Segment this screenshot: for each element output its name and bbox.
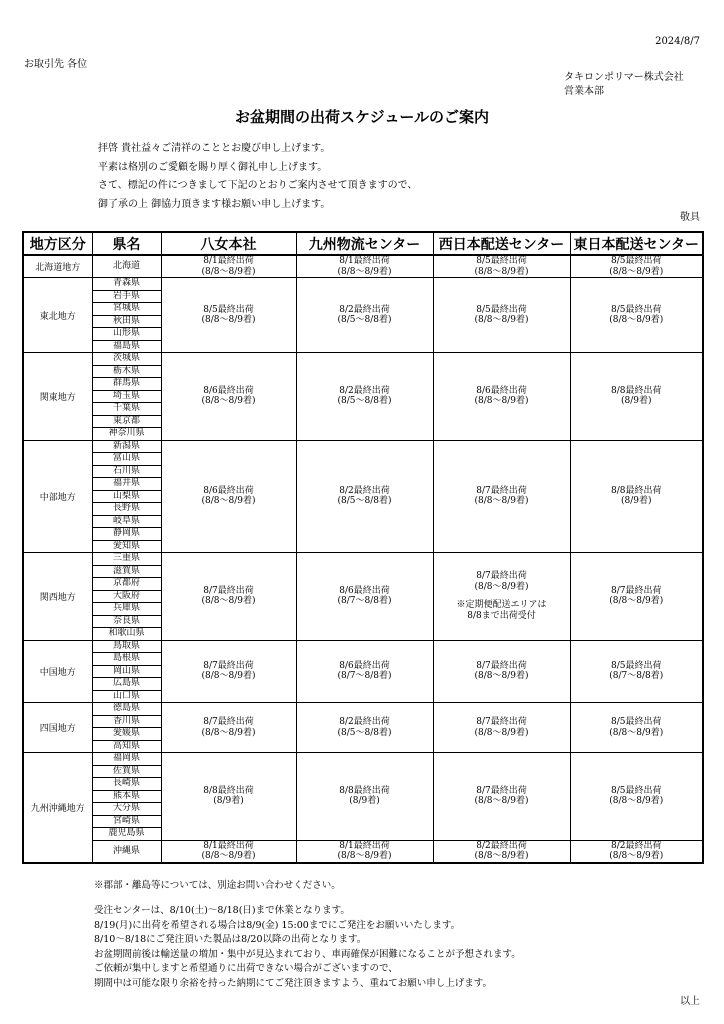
header-west: 西日本配送センター xyxy=(433,232,570,255)
schedule-line: 8/8最終出荷 xyxy=(203,785,254,796)
schedule-line: (8/5～8/8着) xyxy=(337,396,392,407)
table-row xyxy=(23,278,703,291)
table-row xyxy=(23,703,703,716)
region-cell: 関西地方 xyxy=(23,553,92,641)
note-line: 期間中は可能な限り余裕を持った納期にてご発注頂きますよう、重ねてお願い申し上げます。 xyxy=(94,977,493,989)
schedule-line: 8/8まで出荷受付 xyxy=(467,610,536,621)
prefecture-cell: 山梨県 xyxy=(92,490,161,503)
header-kyushu: 九州物流センター xyxy=(296,232,433,255)
schedule-cell-west xyxy=(433,753,570,841)
schedule-line: 8/1最終出荷 xyxy=(339,840,390,851)
schedule-line: (8/8～8/9着) xyxy=(474,496,529,507)
prefecture-cell: 富山県 xyxy=(92,453,161,466)
schedule-line: 8/6最終出荷 xyxy=(339,660,390,671)
sender-block xyxy=(564,71,684,99)
schedule-line: (8/8～8/9着) xyxy=(609,727,664,738)
prefecture-cell: 栃木県 xyxy=(92,365,161,378)
table-row xyxy=(23,353,703,366)
schedule-cell-west xyxy=(433,640,570,703)
schedule-line: 8/8最終出荷 xyxy=(611,485,662,496)
prefecture-cell: 鳥取県 xyxy=(92,640,161,653)
schedule-cell-kyushu xyxy=(296,353,433,441)
schedule-line: 8/5最終出荷 xyxy=(476,256,527,266)
schedule-cell-east xyxy=(570,353,703,441)
schedule-line: 8/7最終出荷 xyxy=(476,785,527,796)
prefecture-cell: 埼玉県 xyxy=(92,390,161,403)
prefecture-cell: 石川県 xyxy=(92,465,161,478)
prefecture-cell: 島根県 xyxy=(92,653,161,666)
schedule-cell-kyushu xyxy=(296,703,433,753)
prefecture-cell: 千葉県 xyxy=(92,403,161,416)
region-cell: 四国地方 xyxy=(23,703,92,753)
schedule-line: 8/7最終出荷 xyxy=(203,717,254,727)
region-cell: 中国地方 xyxy=(23,640,92,703)
schedule-line: 8/7最終出荷 xyxy=(476,660,527,671)
prefecture-cell: 和歌山県 xyxy=(92,628,161,641)
schedule-cell-kyushu xyxy=(296,840,433,863)
prefecture-cell: 岐阜県 xyxy=(92,515,161,528)
schedule-line: (8/8～8/9着) xyxy=(474,851,529,861)
schedule-line: (8/8～8/9着) xyxy=(474,266,529,277)
schedule-cell-east xyxy=(570,255,703,278)
schedule-line: 8/7最終出荷 xyxy=(203,585,254,596)
schedule-line: (8/7～8/8着) xyxy=(609,671,664,682)
schedule-line: 8/5最終出荷 xyxy=(611,717,662,727)
schedule-cell-yame xyxy=(161,640,296,703)
schedule-line: (8/8～8/9着) xyxy=(337,851,392,861)
schedule-line: (8/9着) xyxy=(349,796,380,807)
schedule-line: (8/8～8/9着) xyxy=(474,315,529,325)
addressee: お取引先 各位 xyxy=(24,59,88,70)
notes-block xyxy=(94,904,521,991)
region-cell: 関東地方 xyxy=(23,353,92,441)
schedule-line: (8/8～8/9着) xyxy=(201,851,256,861)
note-line: 8/19(月)に出荷を希望される場合は8/9(金) 15:00までにご発注をお願いいたします。 xyxy=(94,919,461,931)
greeting-line: さて、標記の件につきまして下記のとおりご案内させて頂きますので、 xyxy=(98,180,418,191)
schedule-line: (8/8～8/9着) xyxy=(474,671,529,682)
note-line: お盆期間前後は輸送量の増加・集中が見込まれており、車両確保が困難になることが予想されます。 xyxy=(94,948,521,960)
header-east: 東日本配送センター xyxy=(570,232,703,255)
company-name: タキロンポリマー株式会社 xyxy=(564,72,684,83)
schedule-cell-yame xyxy=(161,753,296,841)
schedule-cell-kyushu xyxy=(296,440,433,553)
note-line: 8/10～8/18にご発注頂いた製品は8/20以降の出荷となります。 xyxy=(94,934,367,945)
schedule-cell-west xyxy=(433,553,570,641)
note-line: ご依頼が集中しますと希望通りに出荷できない場合がございますので、 xyxy=(94,963,398,974)
schedule-cell-west xyxy=(433,278,570,353)
shipping-schedule-table xyxy=(22,231,704,864)
schedule-line: (8/8～8/9着) xyxy=(609,266,664,277)
schedule-line: (8/8～8/9着) xyxy=(337,266,392,277)
prefecture-cell: 鹿児島県 xyxy=(92,828,161,841)
schedule-cell-east xyxy=(570,703,703,753)
department-name: 営業本部 xyxy=(564,86,604,97)
schedule-cell-east xyxy=(570,840,703,863)
schedule-line: 8/7最終出荷 xyxy=(611,585,662,596)
prefecture-cell: 滋賀県 xyxy=(92,565,161,578)
prefecture-cell: 山形県 xyxy=(92,328,161,341)
schedule-line: (8/8～8/9着) xyxy=(201,727,256,738)
schedule-cell-kyushu xyxy=(296,753,433,841)
schedule-line: 8/7最終出荷 xyxy=(476,571,527,582)
prefecture-cell: 宮城県 xyxy=(92,303,161,316)
prefecture-cell: 茨城県 xyxy=(92,353,161,366)
prefecture-cell: 佐賀県 xyxy=(92,765,161,778)
schedule-cell-yame xyxy=(161,278,296,353)
document-date: 2024/8/7 xyxy=(655,36,700,47)
schedule-cell-west xyxy=(433,353,570,441)
schedule-line: 8/8最終出荷 xyxy=(339,785,390,796)
schedule-line: (8/8～8/9着) xyxy=(609,596,664,607)
schedule-line: 8/5最終出荷 xyxy=(611,785,662,796)
prefecture-cell: 兵庫県 xyxy=(92,603,161,616)
schedule-line: 8/5最終出荷 xyxy=(611,660,662,671)
schedule-cell-yame xyxy=(161,840,296,863)
prefecture-cell: 新潟県 xyxy=(92,440,161,453)
schedule-line: (8/8～8/9着) xyxy=(201,266,256,277)
schedule-line: (8/8～8/9着) xyxy=(201,315,256,325)
table-row xyxy=(23,553,703,566)
prefecture-cell: 宮崎県 xyxy=(92,815,161,828)
schedule-cell-east xyxy=(570,278,703,353)
header-yame: 八女本社 xyxy=(161,232,296,255)
prefecture-cell: 広島県 xyxy=(92,678,161,691)
schedule-cell-kyushu xyxy=(296,255,433,278)
prefecture-cell: 大分県 xyxy=(92,803,161,816)
schedule-line: 8/2最終出荷 xyxy=(339,304,390,315)
closing-ijo: 以上 xyxy=(680,996,700,1007)
schedule-line: 8/5最終出荷 xyxy=(203,304,254,315)
schedule-line: (8/8～8/9着) xyxy=(201,396,256,407)
schedule-line: 8/7最終出荷 xyxy=(203,660,254,671)
schedule-cell-east xyxy=(570,753,703,841)
schedule-line: 8/6最終出荷 xyxy=(476,385,527,396)
note-line: 受注センターは、8/10(土)～8/18(日)まで休業となります。 xyxy=(94,905,350,916)
prefecture-cell: 秋田県 xyxy=(92,315,161,328)
prefecture-cell: 山口県 xyxy=(92,690,161,703)
schedule-line: 8/1最終出荷 xyxy=(203,256,254,266)
schedule-cell-west xyxy=(433,440,570,553)
prefecture-cell: 沖縄県 xyxy=(92,840,161,863)
greeting-line: 平素は格別のご愛顧を賜り厚く御礼申し上げます。 xyxy=(98,161,328,173)
schedule-line: (8/8～8/9着) xyxy=(474,727,529,738)
schedule-line: 8/1最終出荷 xyxy=(339,256,390,266)
greeting-block xyxy=(98,140,417,214)
region-cell: 中部地方 xyxy=(23,440,92,553)
table-row xyxy=(23,440,703,453)
schedule-cell-yame xyxy=(161,440,296,553)
prefecture-cell: 熊本県 xyxy=(92,790,161,803)
schedule-cell-kyushu xyxy=(296,278,433,353)
table-row xyxy=(23,753,703,766)
schedule-line: (8/8～8/9着) xyxy=(474,396,529,407)
prefecture-cell: 神奈川県 xyxy=(92,428,161,441)
schedule-cell-east xyxy=(570,640,703,703)
schedule-line: (8/8～8/9着) xyxy=(609,796,664,807)
header-prefecture: 県名 xyxy=(92,232,161,255)
region-cell: 東北地方 xyxy=(23,278,92,353)
schedule-cell-east xyxy=(570,440,703,553)
schedule-line: (8/9着) xyxy=(620,396,652,407)
schedule-line: (8/5～8/8着) xyxy=(337,727,392,738)
prefecture-cell: 愛知県 xyxy=(92,540,161,553)
prefecture-cell: 徳島県 xyxy=(92,703,161,716)
header-region: 地方区分 xyxy=(23,232,92,255)
prefecture-cell: 静岡県 xyxy=(92,528,161,541)
schedule-line: (8/8～8/9着) xyxy=(201,671,256,682)
schedule-line: (8/8～8/9着) xyxy=(474,581,529,592)
schedule-line: 8/7最終出荷 xyxy=(476,717,527,727)
schedule-line: 8/2最終出荷 xyxy=(339,485,390,496)
prefecture-cell: 岩手県 xyxy=(92,290,161,303)
schedule-line: 8/5最終出荷 xyxy=(611,304,662,315)
schedule-line: 8/6最終出荷 xyxy=(203,485,254,496)
prefecture-cell: 東京都 xyxy=(92,415,161,428)
closing-keigu: 敬具 xyxy=(680,212,700,223)
page-title: お盆期間の出荷スケジュールのご案内 xyxy=(234,108,490,126)
schedule-line: 8/2最終出荷 xyxy=(339,385,390,396)
schedule-line: 8/6最終出荷 xyxy=(339,585,390,596)
schedule-cell-east xyxy=(570,553,703,641)
schedule-line: 8/2最終出荷 xyxy=(339,717,390,727)
schedule-line: (8/9着) xyxy=(213,796,244,807)
schedule-line: 8/2最終出荷 xyxy=(476,840,527,851)
schedule-line: (8/8～8/9着) xyxy=(474,796,529,807)
prefecture-cell: 大阪府 xyxy=(92,590,161,603)
table-row xyxy=(23,640,703,653)
schedule-line: 8/8最終出荷 xyxy=(611,385,662,396)
schedule-line: (8/9着) xyxy=(620,496,652,507)
table-body xyxy=(23,255,703,863)
prefecture-cell: 青森県 xyxy=(92,278,161,291)
schedule-line: (8/8～8/9着) xyxy=(609,315,664,325)
schedule-line: (8/5～8/8着) xyxy=(337,315,392,325)
prefecture-cell: 長崎県 xyxy=(92,778,161,791)
schedule-line: 8/5最終出荷 xyxy=(476,304,527,315)
schedule-cell-yame xyxy=(161,255,296,278)
schedule-cell-west xyxy=(433,255,570,278)
schedule-cell-kyushu xyxy=(296,640,433,703)
schedule-line: (8/8～8/9着) xyxy=(609,851,664,861)
greeting-line: 御了承の上 御協力頂きます様お願い申し上げます。 xyxy=(98,198,331,210)
region-cell: 北海道地方 xyxy=(23,255,92,278)
schedule-line: ※定期便配送エリアは xyxy=(456,600,547,611)
schedule-line: (8/7～8/8着) xyxy=(337,671,392,682)
schedule-line: 8/6最終出荷 xyxy=(203,385,254,396)
prefecture-cell: 三重県 xyxy=(92,553,161,566)
schedule-line: 8/2最終出荷 xyxy=(611,840,662,851)
schedule-line: (8/7～8/8着) xyxy=(337,596,392,607)
prefecture-cell: 北海道 xyxy=(92,255,161,278)
table-row xyxy=(23,840,703,863)
prefecture-cell: 福島県 xyxy=(92,340,161,353)
prefecture-cell: 京都府 xyxy=(92,578,161,591)
schedule-line: (8/5～8/8着) xyxy=(337,496,392,507)
prefecture-cell: 奈良県 xyxy=(92,615,161,628)
schedule-cell-yame xyxy=(161,353,296,441)
schedule-cell-west xyxy=(433,703,570,753)
schedule-line: 8/1最終出荷 xyxy=(203,840,254,851)
schedule-cell-west xyxy=(433,840,570,863)
islands-note: ※郡部・離島等については、別途お問い合わせください。 xyxy=(94,880,341,891)
greeting-line: 拝啓 貴社益々ご清祥のこととお慶び申し上げます。 xyxy=(98,143,331,154)
schedule-line: (8/8～8/9着) xyxy=(201,596,256,607)
region-cell: 九州沖縄地方 xyxy=(23,753,92,863)
prefecture-cell: 福井県 xyxy=(92,478,161,491)
prefecture-cell: 福岡県 xyxy=(92,753,161,766)
schedule-line: 8/7最終出荷 xyxy=(476,485,527,496)
prefecture-cell: 高知県 xyxy=(92,740,161,753)
prefecture-cell: 香川県 xyxy=(92,715,161,728)
schedule-line: (8/8～8/9着) xyxy=(201,496,256,507)
schedule-line: 8/5最終出荷 xyxy=(611,256,662,266)
schedule-cell-yame xyxy=(161,703,296,753)
prefecture-cell: 長野県 xyxy=(92,503,161,516)
schedule-cell-yame xyxy=(161,553,296,641)
table-header-row xyxy=(23,232,703,255)
prefecture-cell: 群馬県 xyxy=(92,378,161,391)
prefecture-cell: 岡山県 xyxy=(92,665,161,678)
prefecture-cell: 愛媛県 xyxy=(92,728,161,741)
table-row xyxy=(23,255,703,278)
schedule-cell-kyushu xyxy=(296,553,433,641)
